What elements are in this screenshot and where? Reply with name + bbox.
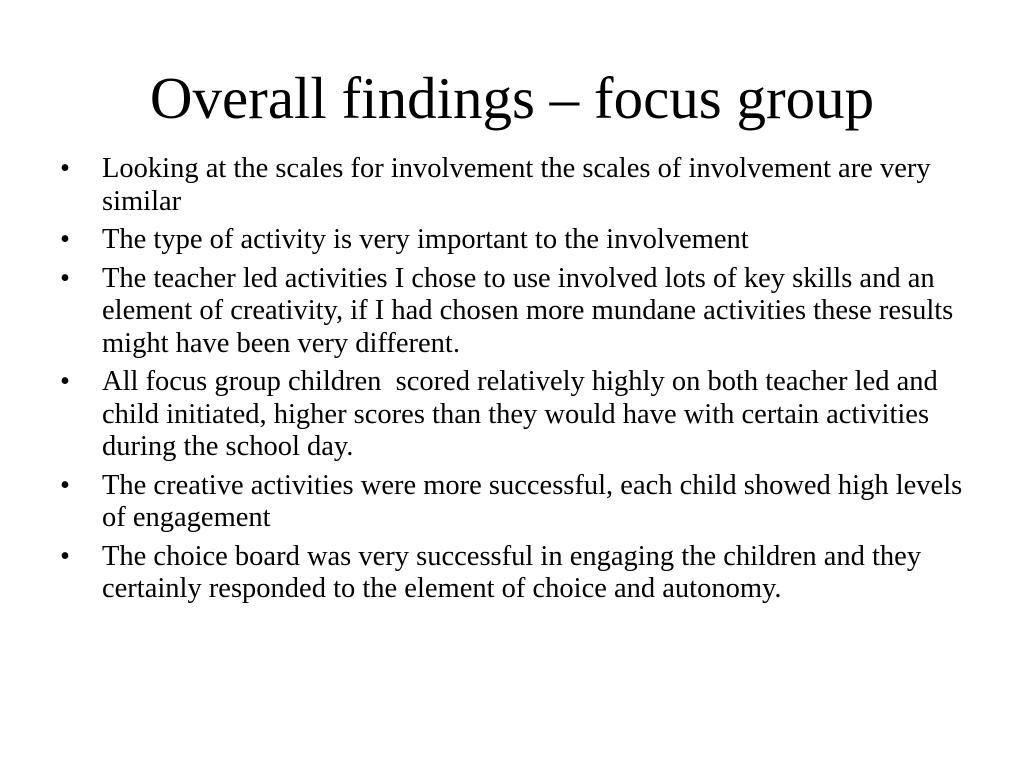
bullet-icon: • <box>60 153 70 184</box>
bullet-text: The teacher led activities I chose to use involved lots of key skills and an element of creativity, if I had chosen more mundane activities these results might have been very different. <box>102 262 954 359</box>
bullet-item <box>60 470 970 535</box>
bullet-icon: • <box>60 224 70 255</box>
bullet-icon: • <box>60 469 70 501</box>
bullet-item <box>60 153 970 218</box>
bullet-text: All focus group children scored relatively highly on both teacher led and child initiated, higher scores than they would have with certain activities during the school day. <box>102 366 945 462</box>
bullet-item <box>60 366 970 464</box>
bullet-list <box>60 153 970 612</box>
bullet-item <box>60 224 970 257</box>
bullet-text: The choice board was very successful in engaging the children and they certainly responded to the element of choice and autonomy. <box>102 540 922 604</box>
bullet-text: The creative activities were more successful, each child showed high levels of engagement <box>102 469 963 533</box>
slide-title: Overall findings – focus group <box>149 65 875 131</box>
bullet-icon: • <box>60 366 70 397</box>
bullet-text: Looking at the scales for involvement the scales of involvement are very similar <box>102 153 931 217</box>
bullet-icon: • <box>60 540 70 572</box>
bullet-item <box>60 541 970 606</box>
bullet-text: The type of activity is very important to the involvement <box>102 224 749 255</box>
bullet-icon: • <box>60 262 70 294</box>
bullet-item <box>60 263 970 361</box>
